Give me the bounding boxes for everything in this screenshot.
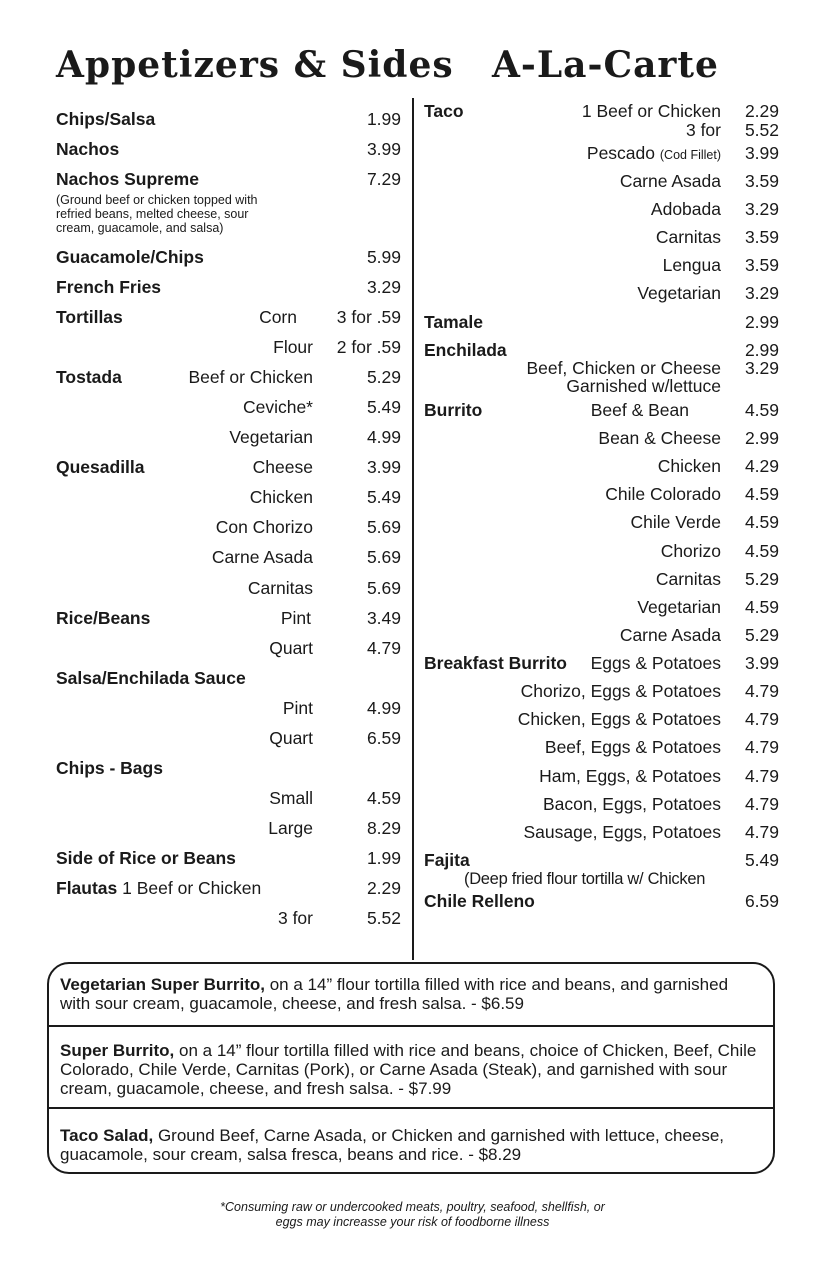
specials-divider [49, 1025, 773, 1027]
specials-divider [49, 1107, 773, 1109]
item-name: Nachos [56, 139, 120, 159]
item-option: Chorizo, Eggs & Potatoes [520, 681, 721, 701]
item-option: Large [268, 818, 313, 838]
item-option: Beef, Chicken or Cheese [526, 358, 721, 378]
item-description: cream, guacamole, and salsa) [56, 221, 224, 235]
item-price: 4.99 [366, 698, 401, 718]
item-price: 2.99 [744, 340, 779, 360]
item-option: Bean & Cheese [598, 428, 721, 448]
item-option: Con Chorizo [215, 517, 313, 537]
item-price: 3.49 [366, 608, 401, 628]
item-option: Chicken, Eggs & Potatoes [517, 709, 721, 729]
item-price: 4.59 [744, 512, 779, 532]
item-option: Cheese [252, 457, 313, 477]
item-option: Carne Asada [211, 547, 313, 567]
item-name: Chips - Bags [56, 758, 163, 778]
item-price: 6.59 [366, 728, 401, 748]
column-divider [412, 98, 414, 960]
item-option: Quart [269, 638, 313, 658]
item-price: 5.29 [744, 569, 779, 589]
item-option: 3 for [277, 908, 313, 928]
item-name: Nachos Supreme [56, 169, 199, 189]
item-option: Chile Verde [630, 512, 721, 532]
item-price: 3.99 [744, 143, 779, 163]
item-price: 5.69 [366, 547, 401, 567]
item-price: 4.79 [744, 737, 779, 757]
item-option: Pescado (Cod Fillet) [586, 143, 721, 163]
item-option: Carnitas [247, 578, 313, 598]
item-option: Chorizo [660, 541, 721, 561]
item-option: 1 Beef or Chicken [581, 101, 721, 121]
item-name: Flautas [56, 878, 118, 898]
item-price: 4.79 [744, 822, 779, 842]
item-price: 4.99 [366, 427, 401, 447]
item-option: Chicken [657, 456, 721, 476]
item-price: 2.29 [366, 878, 401, 898]
item-option: Eggs & Potatoes [590, 653, 721, 673]
special-name: Taco Salad, [60, 1126, 154, 1145]
item-description: (Ground beef or chicken topped with [56, 193, 258, 207]
item-price: 7.29 [366, 169, 401, 189]
item-option: Carne Asada [619, 171, 721, 191]
item-option: Sausage, Eggs, Potatoes [523, 822, 721, 842]
item-price: 3 for .59 [336, 307, 401, 327]
item-option: Garnished w/lettuce [566, 376, 721, 396]
item-price: 4.79 [744, 766, 779, 786]
item-price: 4.59 [744, 541, 779, 561]
a-la-carte-heading: A-La-Carte [492, 44, 719, 86]
item-price: 3.99 [366, 139, 401, 159]
item-option: Bacon, Eggs, Potatoes [542, 794, 721, 814]
special-name: Super Burrito, [60, 1041, 175, 1060]
item-price: 4.79 [744, 681, 779, 701]
item-name: Salsa/Enchilada Sauce [56, 668, 246, 688]
item-price: 2.99 [744, 312, 779, 332]
flautas-line [56, 878, 261, 898]
item-option: Ceviche* [242, 397, 313, 417]
item-price: 4.79 [744, 709, 779, 729]
item-name: Fajita [424, 850, 470, 870]
item-price: 5.52 [744, 120, 779, 140]
item-price: 5.49 [366, 487, 401, 507]
item-price: 5.49 [366, 397, 401, 417]
item-price: 5.69 [366, 578, 401, 598]
item-option: Chile Colorado [605, 484, 721, 504]
item-price: 4.59 [744, 484, 779, 504]
item-name: Breakfast Burrito [424, 653, 567, 673]
item-price: 3.59 [744, 227, 779, 247]
item-name: Burrito [424, 400, 483, 420]
item-option: Vegetarian [637, 283, 721, 303]
item-name: Chips/Salsa [56, 109, 156, 129]
item-option: Vegetarian [637, 597, 721, 617]
item-price: 4.79 [744, 794, 779, 814]
item-option: Pint [282, 698, 313, 718]
item-option: Quart [269, 728, 313, 748]
item-option: Adobada [650, 199, 721, 219]
item-name: Side of Rice or Beans [56, 848, 236, 868]
item-price: 1.99 [366, 848, 401, 868]
item-price: 3.29 [744, 199, 779, 219]
special-super-burrito [60, 1041, 760, 1098]
item-price: 4.59 [744, 400, 779, 420]
item-option: Vegetarian [229, 427, 313, 447]
item-price: 4.59 [744, 597, 779, 617]
item-price: 2.29 [744, 101, 779, 121]
item-price: 5.52 [366, 908, 401, 928]
item-name: Taco [424, 101, 464, 121]
item-option: Carnitas [655, 227, 721, 247]
special-name: Vegetarian Super Burrito, [60, 975, 265, 994]
item-price: 3.29 [744, 283, 779, 303]
item-name: Tortillas [56, 307, 123, 327]
item-option: Beef or Chicken [188, 367, 313, 387]
special-description: on a 14” flour tortilla filled with rice and beans, and garnished with sour cream, guacamole, cheese, and fresh salsa. - $6.59 [60, 975, 729, 1013]
item-price: 2.99 [744, 428, 779, 448]
item-price: 8.29 [366, 818, 401, 838]
item-name: Enchilada [424, 340, 507, 360]
item-option: Corn [259, 307, 297, 327]
item-price: 3.59 [744, 255, 779, 275]
item-price: 4.79 [366, 638, 401, 658]
item-option: Chicken [249, 487, 313, 507]
item-price: 3.99 [366, 457, 401, 477]
item-price: 4.29 [744, 456, 779, 476]
item-option: Lengua [662, 255, 721, 275]
item-name: Quesadilla [56, 457, 145, 477]
item-price: 3.59 [744, 171, 779, 191]
item-price: 5.69 [366, 517, 401, 537]
item-price: 5.29 [366, 367, 401, 387]
item-price: 5.99 [366, 247, 401, 267]
item-price: 3.29 [366, 277, 401, 297]
item-option: Beef, Eggs & Potatoes [544, 737, 721, 757]
item-price: 3.29 [744, 358, 779, 378]
item-option: Flour [273, 337, 313, 357]
item-name: Guacamole/Chips [56, 247, 204, 267]
item-price: 6.59 [744, 891, 779, 911]
special-description: on a 14” flour tortilla filled with rice and beans, choice of Chicken, Beef, Chile Colorado, Chile Verde, Carnitas (Pork), or Carne Asada (Steak), and garnished with sour cream, guacamole, cheese, and fresh salsa. - $7.99 [60, 1041, 757, 1098]
special-taco-salad [60, 1126, 760, 1164]
item-option: Small [269, 788, 313, 808]
item-option: Pint [280, 608, 311, 628]
item-name: Tamale [424, 312, 484, 332]
item-description: (Deep fried flour tortilla w/ Chicken [464, 870, 706, 888]
disclaimer-line: *Consuming raw or undercooked meats, poultry, seafood, shellfish, or [220, 1200, 605, 1214]
item-price: 5.29 [744, 625, 779, 645]
item-note: (Cod Fillet) [659, 148, 721, 162]
specials-box [47, 962, 775, 1174]
special-vegetarian-super-burrito [60, 975, 760, 1013]
appetizers-heading: Appetizers & Sides [56, 44, 454, 86]
item-option: 1 Beef or Chicken [122, 878, 262, 898]
item-description: refried beans, melted cheese, sour [56, 207, 249, 221]
item-option: Carnitas [655, 569, 721, 589]
item-option: Beef & Bean [590, 400, 689, 420]
item-price: 4.59 [366, 788, 401, 808]
item-price: 2 for .59 [336, 337, 401, 357]
health-disclaimer [0, 1200, 825, 1230]
item-name: Tostada [56, 367, 122, 387]
item-name: French Fries [56, 277, 162, 297]
item-option: Ham, Eggs, & Potatoes [539, 766, 721, 786]
item-price: 5.49 [744, 850, 779, 870]
special-description: Ground Beef, Carne Asada, or Chicken and garnished with lettuce, cheese, guacamole, sour cream, salsa fresca, beans and rice. - $8.29 [60, 1126, 725, 1164]
disclaimer-line: eggs may increasse your risk of foodborne illness [275, 1215, 550, 1229]
item-name: Rice/Beans [56, 608, 151, 628]
item-option: Carne Asada [619, 625, 721, 645]
item-price: 1.99 [366, 109, 401, 129]
item-price: 3.99 [744, 653, 779, 673]
item-name: Chile Relleno [424, 891, 535, 911]
item-option: 3 for [685, 120, 721, 140]
